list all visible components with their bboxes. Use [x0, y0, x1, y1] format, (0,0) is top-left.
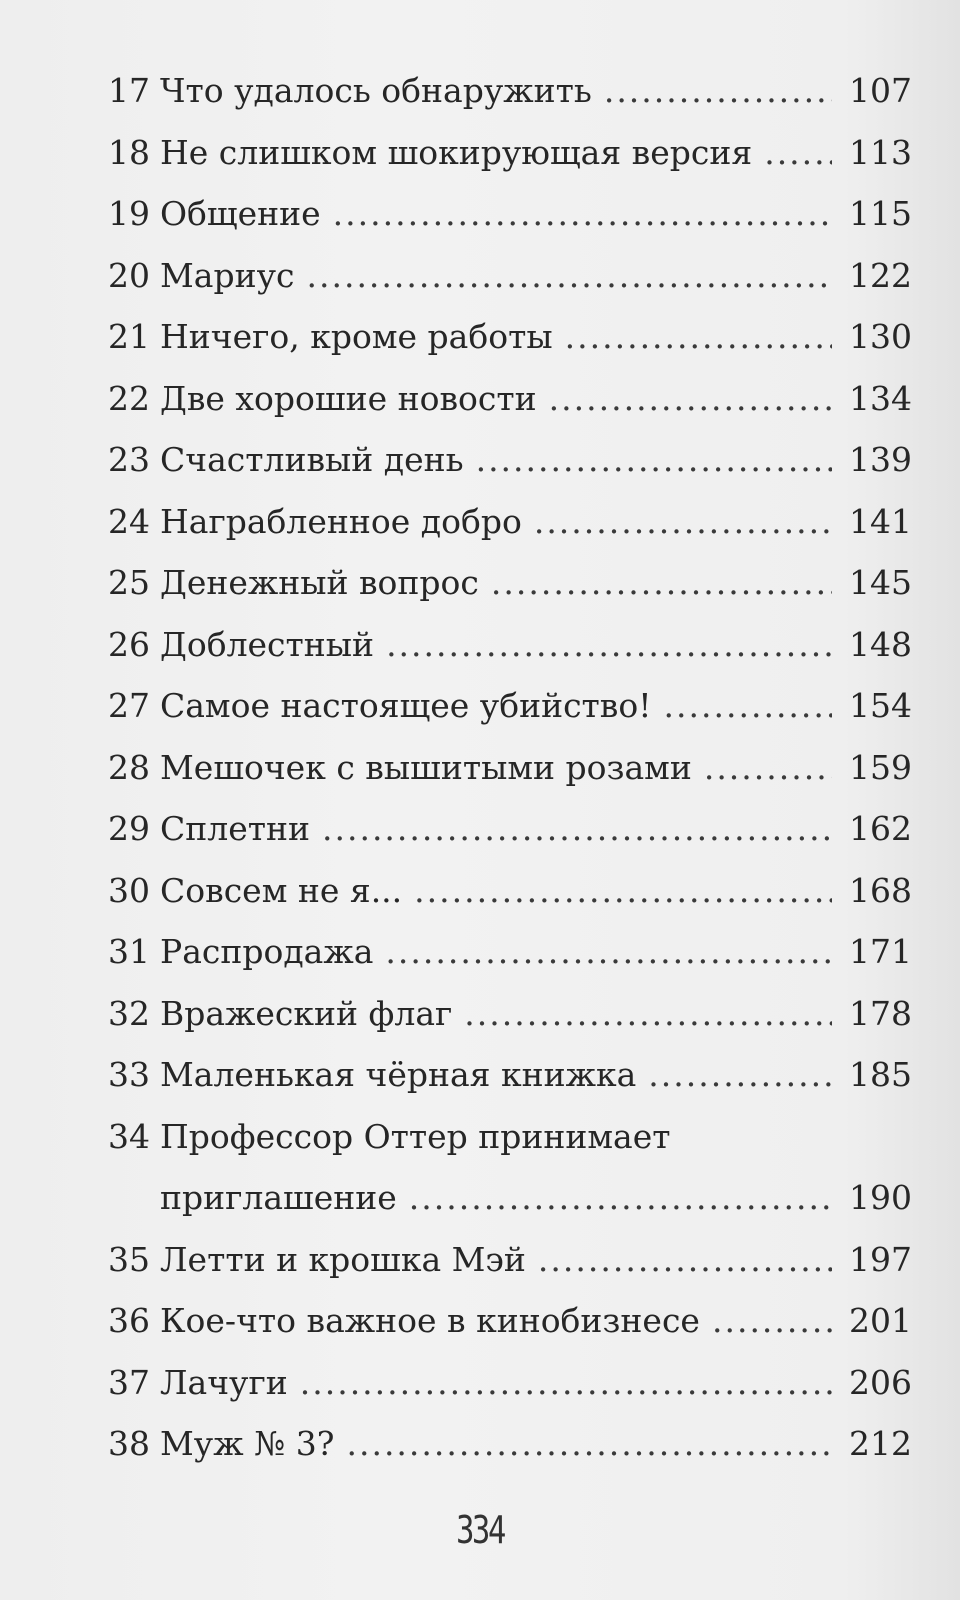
dot-leader	[306, 245, 832, 307]
chapter-title: Кое-что важное в кинобизнесе	[160, 1301, 700, 1340]
toc-entry-26	[108, 614, 912, 676]
chapter-number: 26	[108, 624, 150, 664]
chapter-number: 34	[108, 1116, 150, 1156]
chapter-number: 18	[108, 132, 150, 172]
dot-leader	[409, 1167, 832, 1229]
chapter-page: 201	[849, 1301, 912, 1340]
chapter-page: 168	[849, 870, 912, 910]
chapter-page: 190	[849, 1178, 912, 1217]
dot-leader	[538, 1229, 832, 1291]
chapter-page: 162	[849, 809, 912, 848]
dot-leader	[549, 368, 832, 430]
toc-entry-28	[108, 737, 912, 799]
toc-entry-22	[108, 368, 912, 430]
toc-entry-37	[108, 1352, 912, 1414]
chapter-page: 197	[849, 1239, 912, 1279]
toc-entry-33	[108, 1044, 912, 1106]
toc-entry-19	[108, 183, 912, 245]
toc-entry-17	[108, 60, 912, 122]
dot-leader	[491, 552, 832, 614]
chapter-title: Распродажа	[160, 932, 374, 971]
chapter-title: Лачуги	[160, 1362, 288, 1402]
chapter-title: Денежный вопрос	[160, 563, 479, 602]
chapter-title: Вражеский флаг	[160, 993, 453, 1033]
chapter-number: 24	[108, 501, 150, 541]
chapter-page: 171	[849, 932, 912, 971]
dot-leader	[300, 1352, 832, 1414]
chapter-number: 17	[108, 71, 150, 110]
chapter-page: 141	[849, 501, 912, 541]
chapter-title: Доблестный	[160, 624, 375, 664]
chapter-title: Общение	[160, 194, 321, 233]
dot-leader	[322, 798, 832, 860]
chapter-number: 37	[108, 1362, 150, 1402]
chapter-number: 21	[108, 317, 150, 356]
chapter-page: 185	[849, 1055, 912, 1094]
chapter-number: 23	[108, 440, 150, 479]
chapter-title: Профессор Оттер принимает	[160, 1116, 671, 1156]
dot-leader	[712, 1290, 832, 1352]
chapter-page: 115	[849, 194, 912, 233]
dot-leader	[333, 183, 832, 245]
chapter-number: 35	[108, 1239, 150, 1279]
toc-entry-24	[108, 491, 912, 553]
toc-entry-27	[108, 675, 912, 737]
toc-entry-21	[108, 306, 912, 368]
toc-entry-29	[108, 798, 912, 860]
dot-leader	[534, 491, 832, 553]
dot-leader	[664, 675, 832, 737]
table-of-contents	[108, 60, 912, 1475]
chapter-title: Мешочек с вышитыми розами	[160, 747, 692, 787]
chapter-page: 107	[849, 71, 912, 110]
chapter-page: 154	[849, 686, 912, 725]
dot-leader	[346, 1413, 832, 1475]
chapter-title: Летти и крошка Мэй	[160, 1239, 526, 1279]
chapter-title: Сплетни	[160, 809, 310, 848]
chapter-title: Не слишком шокирующая версия	[160, 132, 753, 172]
dot-leader	[386, 614, 832, 676]
dot-leader	[414, 860, 832, 922]
chapter-page: 139	[849, 440, 912, 479]
chapter-number: 19	[108, 194, 150, 233]
chapter-page: 130	[849, 317, 912, 356]
chapter-page: 134	[849, 378, 912, 418]
dot-leader	[385, 921, 832, 983]
chapter-page: 159	[849, 747, 912, 787]
chapter-number: 29	[108, 809, 150, 848]
chapter-number: 20	[108, 255, 150, 295]
toc-entry-35	[108, 1229, 912, 1291]
chapter-title: Награбленное добро	[160, 501, 522, 541]
chapter-number: 30	[108, 870, 150, 910]
toc-entry-38	[108, 1413, 912, 1475]
toc-entry-23	[108, 429, 912, 491]
chapter-title: Что удалось обнаружить	[160, 71, 592, 110]
chapter-page: 148	[849, 624, 912, 664]
chapter-title: Две хорошие новости	[160, 378, 537, 418]
chapter-title: Самое настоящее убийство!	[160, 686, 652, 725]
dot-leader	[565, 306, 832, 368]
toc-entry-36	[108, 1290, 912, 1352]
chapter-number: 25	[108, 563, 150, 602]
chapter-title: Совсем не я...	[160, 870, 403, 910]
chapter-number: 27	[108, 686, 150, 725]
chapter-title: Ничего, кроме работы	[160, 317, 553, 356]
dot-leader	[648, 1044, 832, 1106]
toc-entry-30	[108, 860, 912, 922]
chapter-number: 36	[108, 1301, 150, 1340]
chapter-number: 33	[108, 1055, 150, 1094]
chapter-number: 32	[108, 993, 150, 1033]
chapter-number: 28	[108, 747, 150, 787]
chapter-page: 145	[849, 563, 912, 602]
chapter-number: 38	[108, 1424, 150, 1463]
toc-entry-34	[108, 1106, 912, 1229]
chapter-page: 113	[849, 132, 912, 172]
dot-leader	[476, 429, 832, 491]
chapter-title-continuation: приглашение	[160, 1178, 397, 1217]
chapter-page: 206	[849, 1362, 912, 1402]
toc-entry-18	[108, 122, 912, 184]
chapter-title: Мариус	[160, 255, 295, 295]
dot-leader	[764, 122, 832, 184]
chapter-number: 22	[108, 378, 150, 418]
chapter-page: 122	[849, 255, 912, 295]
chapter-page: 178	[849, 993, 912, 1033]
toc-entry-31	[108, 921, 912, 983]
dot-leader	[704, 737, 832, 799]
toc-entry-32	[108, 983, 912, 1045]
toc-entry-25	[108, 552, 912, 614]
chapter-page: 212	[849, 1424, 912, 1463]
chapter-title: Муж № 3?	[160, 1424, 335, 1463]
chapter-title: Счастливый день	[160, 440, 464, 479]
dot-leader	[604, 60, 832, 122]
chapter-number: 31	[108, 932, 150, 971]
chapter-title: Маленькая чёрная книжка	[160, 1055, 637, 1094]
toc-entry-20	[108, 245, 912, 307]
dot-leader	[464, 983, 832, 1045]
page-number: 334	[456, 1508, 504, 1552]
